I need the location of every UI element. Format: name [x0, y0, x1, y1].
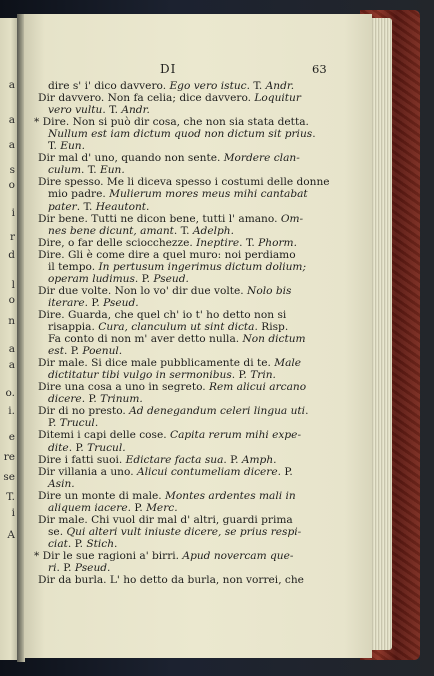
left-page-fragment: a — [8, 359, 15, 371]
left-page-fragment: i — [11, 507, 15, 519]
left-page-fragment: i. — [8, 405, 15, 417]
latin-text: Trucul. — [87, 441, 126, 454]
text-line — [48, 345, 122, 357]
italian-text: Fa conto di non m' aver detto nulla. — [48, 333, 243, 346]
text-line — [38, 176, 330, 188]
italian-text: . P. — [231, 369, 251, 382]
latin-text: operam ludimus — [48, 272, 135, 285]
text-line — [48, 442, 126, 454]
latin-text: Amph. — [241, 453, 277, 466]
text-line — [38, 466, 293, 478]
text-line — [38, 152, 300, 164]
text-line — [48, 478, 75, 490]
italian-text: * Dir le sue ragioni a' birri. — [34, 549, 183, 562]
latin-text: dictitatur tibi vulgo in sermonibus — [48, 369, 232, 382]
text-line — [38, 92, 301, 104]
text-line — [48, 321, 288, 333]
italian-text: se. — [48, 525, 67, 538]
italian-text: . — [305, 405, 309, 418]
italian-text: Dir villania a uno. — [38, 465, 137, 478]
text-line — [38, 357, 301, 369]
latin-text: Om- — [280, 212, 304, 225]
latin-text: Rem alicui arcano — [209, 381, 307, 394]
latin-text: Nullum est iam dictum quod non dictum sit prius — [48, 128, 313, 141]
latin-text: Eun. — [60, 140, 85, 153]
latin-text: Apud novercam que- — [182, 549, 294, 562]
italian-text: . T. — [76, 200, 96, 213]
italian-text: P. — [48, 417, 60, 430]
text-line — [48, 225, 234, 237]
left-page-fragment: r — [9, 231, 15, 243]
italian-text: . Risp. — [254, 321, 289, 333]
text-line — [48, 562, 110, 574]
italian-text: Dire una cosa a uno in segreto. — [38, 381, 209, 394]
latin-text: Mulierum mores meus mihi cantabat — [109, 188, 308, 201]
latin-text: Ineptire — [196, 236, 240, 249]
text-line — [48, 526, 301, 538]
text-line — [38, 429, 301, 441]
left-facing-page — [0, 18, 18, 660]
latin-text: Trucul. — [59, 417, 99, 430]
italian-text: . P. — [127, 501, 147, 514]
left-page-fragment: s — [9, 164, 15, 176]
left-page-fragment: n — [8, 315, 15, 327]
italian-text: Dire un monte di male. — [38, 489, 166, 502]
book-page — [24, 14, 372, 658]
text-line — [48, 80, 294, 92]
latin-text: vero vultu — [48, 104, 103, 117]
latin-text: Male — [274, 357, 302, 370]
latin-text: Non dictum — [242, 333, 306, 346]
latin-text: iterare — [48, 296, 85, 309]
italian-text: Dir due volte. Non lo vo' dir due volte. — [38, 284, 248, 297]
latin-text: culum — [48, 164, 82, 177]
left-page-fragment: T. — [6, 491, 15, 503]
italian-text: Dir di no presto. — [38, 405, 130, 418]
left-page-fragment: se — [3, 471, 15, 483]
left-page-fragment: a — [8, 343, 15, 355]
latin-text: ciat — [48, 537, 68, 550]
italian-text: risappia. — [48, 321, 99, 333]
italian-text: Dire. Guarda, che quel ch' io t' ho detto non si — [38, 308, 287, 321]
latin-text: Stich. — [86, 537, 118, 550]
italian-text: dire s' i' dico davvero. — [48, 80, 170, 92]
latin-text: dite — [48, 441, 69, 454]
text-line — [48, 417, 98, 429]
left-page-fragment: a — [8, 79, 15, 91]
latin-text: Ad denegandum celeri lingua uti — [129, 405, 306, 418]
text-line — [48, 273, 189, 285]
italian-text: T. — [48, 140, 61, 153]
text-line — [38, 381, 306, 393]
latin-text: Andr. — [265, 80, 295, 92]
left-page-fragment: e — [8, 431, 15, 443]
text-line — [48, 393, 143, 405]
text-line — [48, 128, 316, 140]
running-title: DI — [160, 62, 177, 76]
italian-text: . P. — [81, 393, 101, 406]
italian-text: Dir da burla. L' ho detto da burla, non vorrei, che — [38, 574, 304, 587]
text-line — [48, 369, 276, 381]
latin-text: Pseud. — [153, 272, 189, 285]
italian-text: Dire, o far delle sciocchezze. — [38, 236, 197, 249]
italian-text: Dire spesso. Me li diceva spesso i costumi delle donne — [38, 176, 330, 189]
left-page-fragment: o — [8, 179, 15, 191]
latin-text: Loquitur — [254, 92, 301, 105]
italian-text: . P. — [277, 465, 293, 478]
latin-text: dicere — [48, 393, 82, 406]
left-page-fragment: o. — [5, 387, 15, 399]
text-line — [38, 514, 293, 526]
latin-text: Adelph. — [192, 224, 234, 237]
italian-text: . T. — [102, 104, 122, 117]
text-line — [48, 140, 85, 152]
latin-text: Ego vero istuc — [169, 80, 247, 92]
latin-text: aliquem iacere — [48, 501, 128, 514]
text-line — [38, 309, 286, 321]
italian-text: . T. — [239, 236, 259, 249]
text-line — [38, 213, 303, 225]
text-line — [48, 164, 125, 176]
page-number: 63 — [312, 62, 327, 76]
text-line — [48, 188, 308, 200]
text-line — [38, 405, 308, 417]
italian-text: . P. — [223, 453, 242, 466]
italian-text: . T. — [81, 164, 100, 177]
text-line — [48, 104, 150, 116]
text-line — [48, 538, 117, 550]
italian-text: . P. — [134, 272, 154, 285]
text-line — [38, 574, 304, 586]
italian-text: Dir bene. Tutti ne dicon bene, tutti l' amano. — [38, 212, 281, 225]
italian-text: * Dire. Non si può dir cosa, che non sia stata detta. — [34, 116, 309, 129]
text-line — [34, 550, 293, 562]
left-page-fragment: a — [8, 114, 15, 126]
italian-text: . P. — [56, 562, 75, 574]
left-page-fragment: i — [11, 207, 15, 219]
latin-text: Pseud. — [103, 296, 139, 309]
latin-text: Poenul. — [82, 345, 123, 358]
text-line — [34, 116, 309, 128]
latin-text: Montes ardentes mali in — [165, 489, 296, 502]
latin-text: ri — [48, 562, 57, 574]
latin-text: Heautont. — [95, 200, 150, 213]
italian-text: Dir male. Chi vuol dir mal d' altri, guardi prima — [38, 513, 293, 526]
text-line — [38, 454, 277, 466]
latin-text: Mordere clan- — [223, 152, 300, 165]
latin-text: pater — [48, 200, 77, 213]
latin-text: Capita rerum mihi expe- — [169, 429, 302, 442]
page-header — [24, 62, 372, 78]
left-page-fragment: o — [8, 294, 15, 306]
italian-text: . — [312, 128, 316, 141]
italian-text: il tempo. — [48, 260, 99, 273]
latin-text: nes bene dicunt, amant — [48, 224, 174, 237]
italian-text: Dir mal d' uno, quando non sente. — [38, 152, 224, 165]
latin-text: Pseud. — [74, 562, 111, 574]
latin-text: Phorm. — [258, 236, 297, 249]
latin-text: Andr. — [121, 104, 150, 117]
latin-text: Merc. — [146, 501, 178, 514]
latin-text: Edictare facta sua — [125, 453, 224, 466]
latin-text: Eun. — [100, 164, 125, 177]
text-line — [38, 285, 291, 297]
italian-text: . P. — [68, 441, 88, 454]
text-line — [48, 297, 139, 309]
left-page-fragment: re — [3, 451, 15, 463]
left-page-fragment: d — [8, 249, 15, 261]
latin-text: Cura, clanculum ut sint dicta — [98, 321, 255, 333]
text-line — [38, 237, 297, 249]
italian-text: . T. — [173, 224, 193, 237]
italian-text: Dir davvero. Non fa celia; dice davvero. — [38, 92, 255, 105]
left-page-fragment: A — [7, 529, 15, 541]
italian-text: . P. — [67, 537, 87, 550]
latin-text: est — [48, 345, 64, 358]
text-line — [38, 490, 296, 502]
italian-text: Dire i fatti suoi. — [38, 453, 126, 466]
italian-text: mio padre. — [48, 188, 110, 201]
left-page-fragment: l — [11, 279, 15, 291]
italian-text: . P. — [63, 345, 83, 358]
italian-text: Ditemi i capi delle cose. — [38, 429, 170, 442]
italian-text: Dire. Gli è come dire a quel muro: noi perdiamo — [38, 248, 296, 261]
italian-text: . T. — [246, 80, 266, 92]
text-line — [38, 249, 296, 261]
latin-text: Qui alteri vult iniuste dicere, se prius respi- — [66, 525, 302, 538]
latin-text: In pertusum ingerimus dictum dolium; — [98, 260, 307, 273]
text-line — [48, 502, 178, 514]
latin-text: Nolo bis — [247, 284, 292, 297]
latin-text: Asin. — [48, 477, 75, 490]
text-line — [48, 333, 306, 345]
latin-text: Trinum. — [100, 393, 143, 406]
text-line — [48, 261, 306, 273]
text-line — [48, 201, 149, 213]
italian-text: . P. — [84, 296, 104, 309]
latin-text: Alicui contumeliam dicere — [136, 465, 278, 478]
italian-text: Dir male. Si dice male pubblicamente di te. — [38, 357, 275, 370]
left-page-fragment: a — [8, 139, 15, 151]
latin-text: Trin. — [250, 369, 276, 382]
